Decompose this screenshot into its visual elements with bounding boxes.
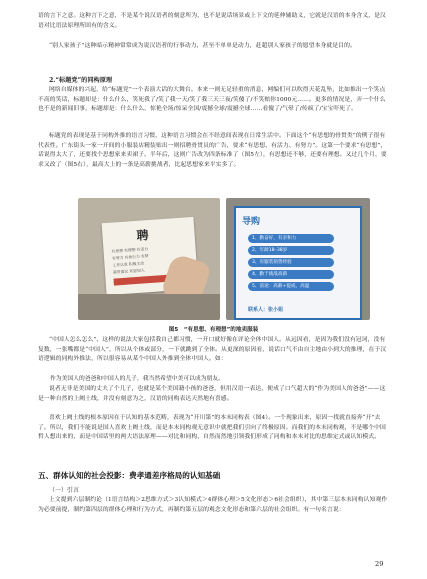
- photo-recruitment-sign-right: [226, 198, 370, 320]
- sales-guide-card: [234, 206, 362, 320]
- requirement-item: 1、勤奋好，有亲和力: [248, 234, 334, 243]
- recruitment-card-line: 有思想 有理想 有活力: [111, 246, 149, 254]
- requirement-item: 3、有服装销售经验: [248, 258, 334, 267]
- requirement-item: 4、勤于挑战高薪: [248, 270, 334, 279]
- requirement-item: 5、前途：高薪+提成，高温: [248, 282, 334, 291]
- after-figure-paragraph-3: 喜欢上阙土线的根本原因在于认知的基本范畴，表现为“开川第”的本末同构表（图4）。一个现象出来，原因一找就直接奔“开”去了。所以，我们不能说是国人喜欢上阙土线，而是本末同构观无意识中就把我们引向了终极原因。而我们的本末同构观，不是哪个中国哲人想出来的，而是中国话里的两大语法原理——对比和同构，自然而然地引领我们形成了同构和本末对比的思维定式或认知模式。: [38, 415, 386, 441]
- after-figure-paragraph-2: 说者无非是美国的丈夫了个儿子，也就是某个美国籍小孩的爸爸，但用汉语一表达，便成了口气超大的“作为美国人的爸爸”——这是一种自然的上阙土线，并没有刻意为之，汉语的同构表达天然地有喜感。: [38, 386, 386, 402]
- section2-heading: 2.“标题党”的同构原理: [49, 77, 113, 84]
- section5-heading: 五、群体认知的社会投影：费孝通差序格局的认知基础: [38, 471, 221, 480]
- contact-person: 联系人：张小姐: [248, 307, 284, 313]
- recruitment-card-line: 工作认真 积极主动: [112, 260, 145, 268]
- requirement-item: 2、年龄18–38岁: [248, 246, 334, 255]
- page-number: 29: [375, 560, 384, 568]
- top-paragraph-2: “别人家孩子”这种暗示精神常常成为说汉语者的行事动力，甚至不单单是动力，赶超别人家孩子的愿望本身就是目的。: [49, 43, 356, 49]
- figure-caption: 图5 “有思想、有理想”的地卖服装: [168, 327, 259, 333]
- photo-recruitment-sign-left: [78, 198, 220, 320]
- recruitment-card-line: 薪资面议 欢迎加入: [112, 267, 145, 275]
- top-paragraph-1: 语的言下之意。这种言下之意，不是某个说汉语者的刻意所为，也不是说话场景或上下文的延伸辅助义，它就是汉语的本身含义，是汉语对比语法原理所固有的含义。: [38, 13, 386, 29]
- section2-paragraph-2: 标题党的表现是基于同构外推的语言习惯，这种语言习惯会在不经意间表现在日常生活中。下面这个“有思想的骨贯类”的例子很有代表性。广东街头一家一开间的小服装店精装贴出一则招聘骨贯员的广告，要求“有思想、有活力、有努力”。这第一个要求“有思想”，话说得太大了，还要找个思想家来卖裙子。半年后，这则广告改为四条标准了（图5左），有思想还不够，还要有理想。又过几个月，要求又改了（图5右），最高大上的一条是高薪挑战者，比起思想家来平实多了。: [38, 133, 387, 168]
- after-figure-paragraph-1: “中国人怎么怎么”，这样的说法大家包括我自己都习惯，一开口就好像在评论全体中国人。从远因看，是因为我们没有冠词，没有复数，一张嘴都是“中国人”，所以从个体或部分，一下就跳到了全体。从更深的原因看，说话口气不由自主地由小到大的推理，在于汉语逻辑的同构外推法，所以很容易从某个中国人外推到全体中国人。如：: [38, 337, 387, 363]
- recruitment-card-line: 有努力 有执行力 有梦: [111, 253, 149, 261]
- photo-shadow: [78, 294, 220, 320]
- sales-guide-title: 导购: [242, 217, 261, 227]
- quoted-example: 作为美国人的爸爸和中国人的儿子，我当然希望中美可以成为朋友。: [50, 376, 224, 382]
- recruitment-card-title: 聘: [136, 228, 150, 243]
- section5-paragraph-1: 上文提到六层制约论（1语言结构＞2思维方式＞3认知模式＞4群体心理＞5文化形态＞6社会组织），其中第三层本末同构认知观作为必要前提，制约第四层的群体心理和行为方式，再制约第五层的观念文化形态和第六层的社会组织。有一句名言说：: [38, 497, 388, 513]
- section2-paragraph-1: 网络自媒体的兴起，给“标题党”一个表演大话的大舞台。本来一则无足轻重的消息，网编们可以吹得天花乱坠，比如推出一个笑点不高的笑话，标题却是：什么什么，笑死我了/笑了我一天/笑了我三天三夜/笑傻了/不笑赔你1000元……。更多的情况是，弄一个什么也不是的新闻旧事，标题却是：什么什么，惊艳全场/惊呆全国/震撼全球/震撼全球……看傻了/气晕了/传疯了/宝宝吓死了。: [38, 87, 386, 113]
- section5-subheading: （一）引言: [49, 487, 80, 494]
